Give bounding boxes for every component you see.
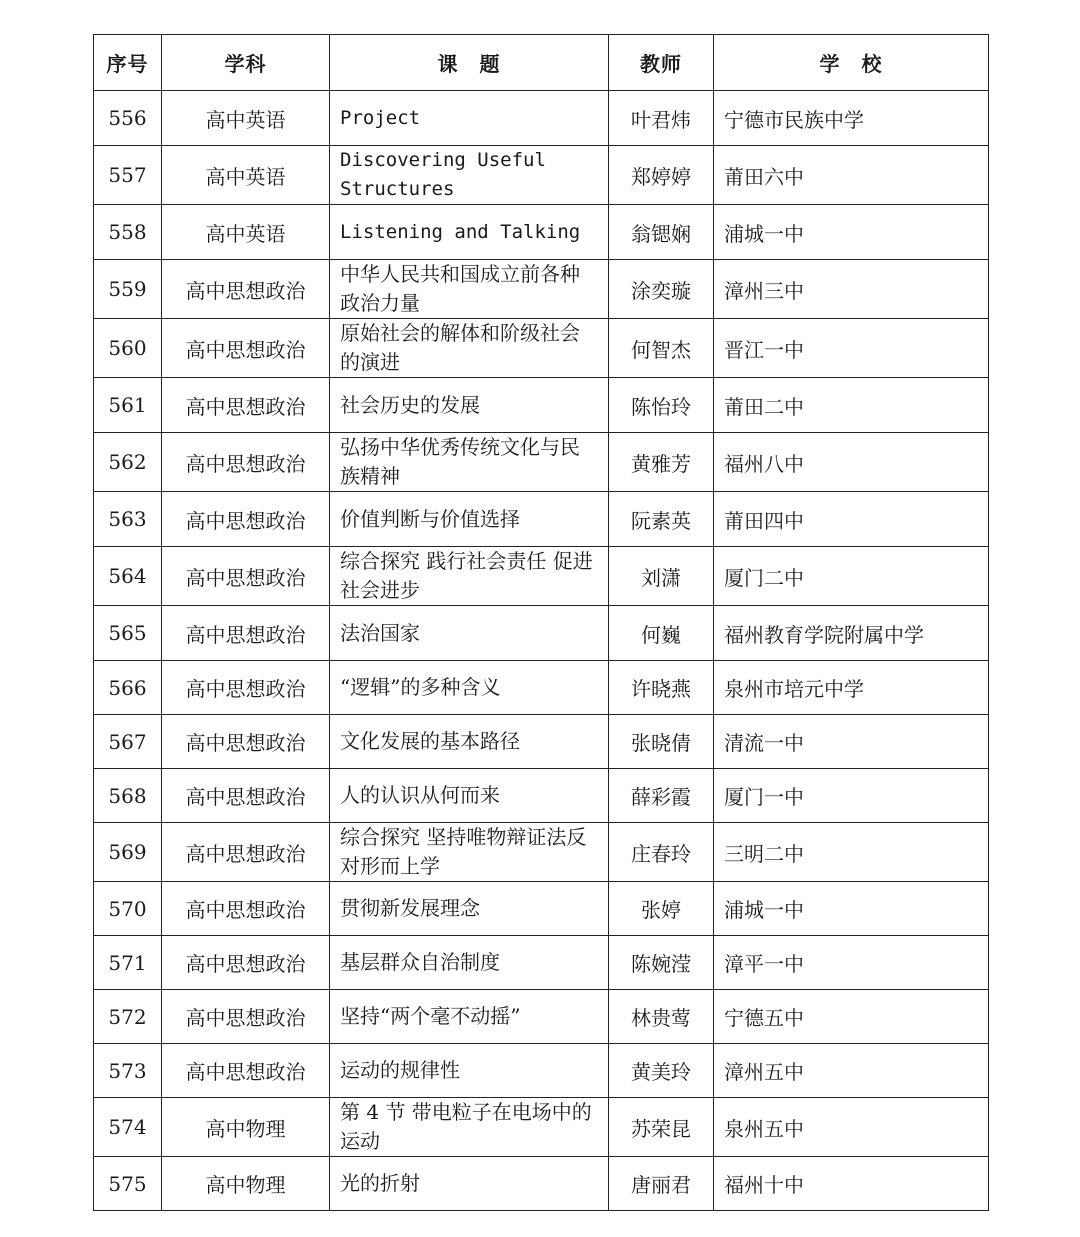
cell-subject: 高中物理 <box>162 1098 330 1157</box>
cell-topic: 贯彻新发展理念 <box>330 882 609 936</box>
cell-school: 莆田六中 <box>714 146 989 205</box>
table-row <box>94 91 989 146</box>
table-row <box>94 547 989 606</box>
table-row <box>94 492 989 547</box>
cell-school: 漳平一中 <box>714 936 989 990</box>
cell-school: 厦门二中 <box>714 547 989 606</box>
cell-subject: 高中思想政治 <box>162 433 330 492</box>
cell-teacher: 刘潇 <box>609 547 714 606</box>
cell-no: 571 <box>94 936 162 990</box>
header-subject: 学科 <box>162 35 330 91</box>
cell-school: 浦城一中 <box>714 205 989 260</box>
cell-school: 泉州五中 <box>714 1098 989 1157</box>
table-header-row <box>94 35 989 91</box>
cell-subject: 高中思想政治 <box>162 823 330 882</box>
cell-subject: 高中思想政治 <box>162 882 330 936</box>
cell-school: 福州八中 <box>714 433 989 492</box>
cell-topic: 坚持“两个毫不动摇” <box>330 990 609 1044</box>
cell-no: 557 <box>94 146 162 205</box>
cell-subject: 高中英语 <box>162 146 330 205</box>
cell-no: 556 <box>94 91 162 146</box>
cell-no: 572 <box>94 990 162 1044</box>
table-row <box>94 1157 989 1211</box>
cell-topic: 运动的规律性 <box>330 1044 609 1098</box>
cell-teacher: 张婷 <box>609 882 714 936</box>
cell-topic: Discovering Useful Structures <box>330 146 609 205</box>
cell-topic: 光的折射 <box>330 1157 609 1211</box>
header-no: 序号 <box>94 35 162 91</box>
cell-school: 莆田二中 <box>714 378 989 433</box>
cell-teacher: 庄春玲 <box>609 823 714 882</box>
cell-topic: 原始社会的解体和阶级社会的演进 <box>330 319 609 378</box>
cell-topic: 社会历史的发展 <box>330 378 609 433</box>
header-teacher: 教师 <box>609 35 714 91</box>
table-row <box>94 715 989 769</box>
cell-no: 566 <box>94 661 162 715</box>
table-row <box>94 606 989 661</box>
cell-topic: 法治国家 <box>330 606 609 661</box>
cell-subject: 高中思想政治 <box>162 547 330 606</box>
cell-no: 570 <box>94 882 162 936</box>
cell-topic: 弘扬中华优秀传统文化与民族精神 <box>330 433 609 492</box>
table-row <box>94 319 989 378</box>
cell-subject: 高中思想政治 <box>162 715 330 769</box>
cell-no: 567 <box>94 715 162 769</box>
cell-topic: 第 4 节 带电粒子在电场中的运动 <box>330 1098 609 1157</box>
cell-topic: 基层群众自治制度 <box>330 936 609 990</box>
cell-teacher: 叶君炜 <box>609 91 714 146</box>
cell-topic: Listening and Talking <box>330 205 609 260</box>
cell-subject: 高中英语 <box>162 91 330 146</box>
cell-no: 558 <box>94 205 162 260</box>
table-row <box>94 882 989 936</box>
cell-school: 宁德五中 <box>714 990 989 1044</box>
cell-subject: 高中英语 <box>162 205 330 260</box>
cell-topic: 中华人民共和国成立前各种政治力量 <box>330 260 609 319</box>
cell-no: 564 <box>94 547 162 606</box>
teacher-course-table <box>93 34 989 1211</box>
cell-teacher: 陈婉滢 <box>609 936 714 990</box>
header-topic: 课 题 <box>330 35 609 91</box>
cell-no: 573 <box>94 1044 162 1098</box>
cell-subject: 高中思想政治 <box>162 260 330 319</box>
cell-teacher: 阮素英 <box>609 492 714 547</box>
cell-teacher: 薛彩霞 <box>609 769 714 823</box>
cell-teacher: 许晓燕 <box>609 661 714 715</box>
cell-subject: 高中思想政治 <box>162 990 330 1044</box>
cell-school: 福州教育学院附属中学 <box>714 606 989 661</box>
cell-no: 568 <box>94 769 162 823</box>
cell-no: 574 <box>94 1098 162 1157</box>
table-row <box>94 146 989 205</box>
table-row <box>94 1098 989 1157</box>
cell-school: 宁德市民族中学 <box>714 91 989 146</box>
cell-teacher: 翁锶娴 <box>609 205 714 260</box>
cell-school: 泉州市培元中学 <box>714 661 989 715</box>
cell-school: 浦城一中 <box>714 882 989 936</box>
cell-no: 569 <box>94 823 162 882</box>
cell-teacher: 黄美玲 <box>609 1044 714 1098</box>
cell-topic: 综合探究 坚持唯物辩证法反对形而上学 <box>330 823 609 882</box>
cell-school: 清流一中 <box>714 715 989 769</box>
cell-subject: 高中思想政治 <box>162 492 330 547</box>
cell-subject: 高中思想政治 <box>162 319 330 378</box>
cell-subject: 高中思想政治 <box>162 1044 330 1098</box>
cell-school: 漳州五中 <box>714 1044 989 1098</box>
cell-subject: 高中思想政治 <box>162 378 330 433</box>
cell-no: 560 <box>94 319 162 378</box>
cell-teacher: 何智杰 <box>609 319 714 378</box>
cell-no: 575 <box>94 1157 162 1211</box>
table-row <box>94 433 989 492</box>
table-row <box>94 936 989 990</box>
cell-no: 561 <box>94 378 162 433</box>
cell-teacher: 何巍 <box>609 606 714 661</box>
cell-school: 莆田四中 <box>714 492 989 547</box>
cell-teacher: 涂奕璇 <box>609 260 714 319</box>
cell-teacher: 张晓倩 <box>609 715 714 769</box>
table-row <box>94 260 989 319</box>
table-row <box>94 378 989 433</box>
cell-topic: 价值判断与价值选择 <box>330 492 609 547</box>
cell-subject: 高中思想政治 <box>162 661 330 715</box>
cell-no: 565 <box>94 606 162 661</box>
cell-subject: 高中思想政治 <box>162 769 330 823</box>
cell-topic: “逻辑”的多种含义 <box>330 661 609 715</box>
cell-teacher: 郑婷婷 <box>609 146 714 205</box>
cell-topic: 综合探究 践行社会责任 促进社会进步 <box>330 547 609 606</box>
cell-school: 三明二中 <box>714 823 989 882</box>
cell-teacher: 陈怡玲 <box>609 378 714 433</box>
cell-teacher: 林贵莺 <box>609 990 714 1044</box>
cell-topic: 文化发展的基本路径 <box>330 715 609 769</box>
table-row <box>94 823 989 882</box>
cell-subject: 高中思想政治 <box>162 606 330 661</box>
table-row <box>94 990 989 1044</box>
cell-no: 562 <box>94 433 162 492</box>
cell-teacher: 苏荣昆 <box>609 1098 714 1157</box>
table-row <box>94 769 989 823</box>
table-row <box>94 205 989 260</box>
cell-teacher: 唐丽君 <box>609 1157 714 1211</box>
cell-teacher: 黄雅芳 <box>609 433 714 492</box>
cell-school: 晋江一中 <box>714 319 989 378</box>
cell-no: 563 <box>94 492 162 547</box>
cell-subject: 高中物理 <box>162 1157 330 1211</box>
cell-topic: Project <box>330 91 609 146</box>
table-row <box>94 661 989 715</box>
table-row <box>94 1044 989 1098</box>
cell-school: 厦门一中 <box>714 769 989 823</box>
cell-no: 559 <box>94 260 162 319</box>
cell-school: 福州十中 <box>714 1157 989 1211</box>
cell-subject: 高中思想政治 <box>162 936 330 990</box>
header-school: 学 校 <box>714 35 989 91</box>
cell-school: 漳州三中 <box>714 260 989 319</box>
cell-topic: 人的认识从何而来 <box>330 769 609 823</box>
